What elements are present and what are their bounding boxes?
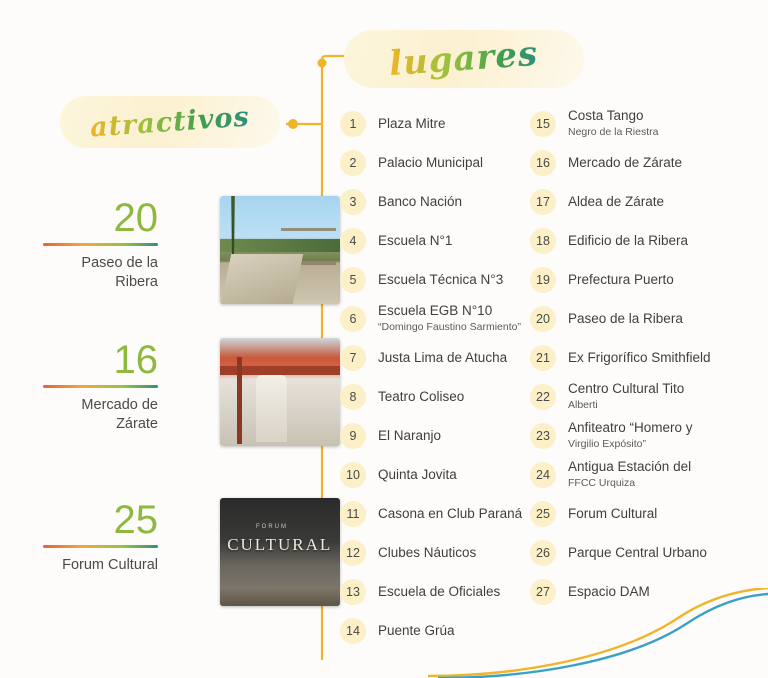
list-item-number: 5	[340, 267, 366, 293]
list-item[interactable]	[530, 533, 750, 572]
list-item[interactable]	[530, 182, 750, 221]
list-item-number: 2	[340, 150, 366, 176]
list-item-label-main: Parque Central Urbano	[568, 544, 707, 560]
list-item-label	[568, 311, 683, 327]
list-item-label	[568, 381, 684, 413]
list-item-label-main: Banco Nación	[378, 193, 463, 209]
list-item-label	[378, 116, 446, 132]
list-item-number: 23	[530, 423, 556, 449]
list-item-label-main: Prefectura Puerto	[568, 271, 674, 287]
list-item-label	[378, 155, 483, 171]
list-item[interactable]	[530, 143, 750, 182]
forum-sign-subtext: FORUM	[256, 523, 288, 530]
list-item-label	[378, 506, 522, 522]
list-item-label	[378, 272, 503, 288]
list-item-label-main: Aldea de Zárate	[568, 193, 665, 209]
list-item-label-main: Mercado de Zárate	[568, 154, 683, 170]
highlight-number: 16	[113, 338, 158, 382]
list-item-label-main: Costa Tango	[568, 107, 644, 123]
list-item-label-main: Escuela EGB N°10	[378, 302, 493, 318]
list-item[interactable]	[340, 416, 540, 455]
pole-shape	[237, 357, 242, 443]
list-item-label	[568, 350, 711, 366]
list-item-label-main: Escuela N°1	[378, 232, 453, 248]
list-item-number: 19	[530, 267, 556, 293]
list-item-label	[378, 389, 464, 405]
list-item-number: 18	[530, 228, 556, 254]
list-item-label-main: Justa Lima de Atucha	[378, 349, 508, 365]
list-item-number: 6	[340, 306, 366, 332]
list-item-number: 1	[340, 111, 366, 137]
highlight-number: 25	[113, 498, 158, 542]
list-item-number: 24	[530, 462, 556, 488]
list-item-number: 27	[530, 579, 556, 605]
gradient-rule	[43, 545, 158, 548]
list-item-label-main: Teatro Coliseo	[378, 388, 465, 404]
highlight-card-mercado-de-zarate	[38, 338, 308, 458]
list-item-label	[378, 194, 462, 210]
list-item-number: 20	[530, 306, 556, 332]
list-item-label-sub: FFCC Urquiza	[568, 476, 636, 489]
list-item-label	[568, 420, 693, 452]
list-item[interactable]	[340, 104, 540, 143]
list-item-label-sub: Alberti	[568, 398, 598, 411]
list-item-label-main: Escuela de Oficiales	[378, 583, 501, 599]
railing-shape	[281, 228, 336, 264]
list-item[interactable]	[530, 104, 750, 143]
list-item[interactable]	[340, 299, 540, 338]
list-item[interactable]	[340, 494, 540, 533]
list-item[interactable]	[340, 143, 540, 182]
mercado-de-zarate-photo	[220, 338, 340, 446]
list-item-number: 10	[340, 462, 366, 488]
list-item-label-main: Casona en Club Paraná	[378, 505, 523, 521]
list-item-number: 14	[340, 618, 366, 644]
list-item-label-sub: “Domingo Faustino Sarmiento”	[378, 320, 521, 333]
atractivos-title-pill	[60, 96, 280, 148]
list-item-label	[568, 545, 707, 561]
list-item-number: 25	[530, 501, 556, 527]
lugares-list-right	[530, 104, 750, 611]
list-item-label-main: Clubes Náuticos	[378, 544, 477, 560]
list-item-label	[568, 506, 657, 522]
list-item-number: 22	[530, 384, 556, 410]
forum-sign-text: CULTURAL	[227, 534, 333, 554]
atractivos-title-text: atractivos	[89, 100, 251, 144]
list-item-number: 26	[530, 540, 556, 566]
highlight-name: Mercado de Zárate	[81, 397, 158, 432]
list-item-label	[378, 428, 441, 444]
highlight-number: 20	[113, 196, 158, 240]
list-item-label	[568, 233, 688, 249]
list-item-label-main: Paseo de la Ribera	[568, 310, 683, 326]
list-item-number: 4	[340, 228, 366, 254]
list-item-label-sub: Virgilio Expósito”	[568, 437, 647, 450]
highlight-text-block	[38, 338, 158, 434]
list-item[interactable]	[340, 182, 540, 221]
list-item-label-sub: Negro de la Riestra	[568, 125, 659, 138]
list-item-label-main: Plaza Mitre	[378, 115, 446, 131]
list-item-label	[378, 545, 476, 561]
forum-cultural-photo	[220, 498, 340, 606]
list-item-number: 21	[530, 345, 556, 371]
list-item-label-main: Edificio de la Ribera	[568, 232, 689, 248]
list-item[interactable]	[340, 338, 540, 377]
list-item-label	[568, 108, 658, 140]
list-item-label	[568, 155, 682, 171]
list-item[interactable]	[530, 260, 750, 299]
list-item-label	[378, 233, 452, 249]
list-item-label-main: Palacio Municipal	[378, 154, 484, 170]
list-item-label-main: Forum Cultural	[568, 505, 658, 521]
lugares-list-left	[340, 104, 540, 650]
list-item-label	[378, 303, 521, 335]
highlight-text-block	[38, 196, 158, 292]
list-item-number: 12	[340, 540, 366, 566]
list-item[interactable]	[530, 494, 750, 533]
list-item[interactable]	[530, 221, 750, 260]
list-item[interactable]	[530, 299, 750, 338]
list-item-number: 8	[340, 384, 366, 410]
list-item-label-main: El Naranjo	[378, 427, 442, 443]
list-item-label-main: Anfiteatro “Homero y	[568, 419, 693, 435]
list-item-label	[568, 272, 674, 288]
palm-tree-shape	[224, 196, 242, 268]
highlight-card-forum-cultural	[38, 498, 333, 618]
list-item-label	[378, 350, 507, 366]
list-item[interactable]	[340, 377, 540, 416]
list-item[interactable]	[530, 416, 750, 455]
lugares-title-pill	[344, 30, 584, 88]
list-item-number: 3	[340, 189, 366, 215]
list-item-label-main: Quinta Jovita	[378, 466, 457, 482]
list-item-label-main: Puente Grúa	[378, 622, 455, 638]
gradient-rule	[43, 385, 158, 388]
list-item-label-main: Espacio DAM	[568, 583, 650, 599]
list-item-number: 13	[340, 579, 366, 605]
list-item[interactable]	[340, 533, 540, 572]
gradient-rule	[43, 243, 158, 246]
highlight-text-block	[38, 498, 158, 575]
list-item-label-main: Ex Frigorífico Smithfield	[568, 349, 711, 365]
bottom-swoosh-decoration	[428, 588, 768, 678]
list-item-label-main: Centro Cultural Tito	[568, 380, 685, 396]
list-item-label	[568, 459, 691, 491]
lugares-title-text: lugares	[388, 33, 540, 85]
highlight-name: Forum Cultural	[62, 557, 158, 573]
list-item-number: 15	[530, 111, 556, 137]
highlight-card-paseo-de-la-ribera	[38, 196, 308, 316]
list-item[interactable]	[340, 260, 540, 299]
list-item[interactable]	[530, 377, 750, 416]
list-item-label	[568, 194, 664, 210]
list-item-number: 16	[530, 150, 556, 176]
list-item-number: 7	[340, 345, 366, 371]
list-item-label	[378, 467, 457, 483]
list-item-number: 11	[340, 501, 366, 527]
list-item[interactable]	[340, 221, 540, 260]
highlight-name: Paseo de la Ribera	[81, 255, 158, 290]
list-item-number: 9	[340, 423, 366, 449]
list-item[interactable]	[340, 455, 540, 494]
list-item-label-main: Escuela Técnica N°3	[378, 271, 504, 287]
list-item-number: 17	[530, 189, 556, 215]
list-item-label-main: Antigua Estación del	[568, 458, 692, 474]
list-item[interactable]	[530, 338, 750, 377]
paseo-de-la-ribera-photo	[220, 196, 340, 304]
list-item[interactable]	[530, 455, 750, 494]
